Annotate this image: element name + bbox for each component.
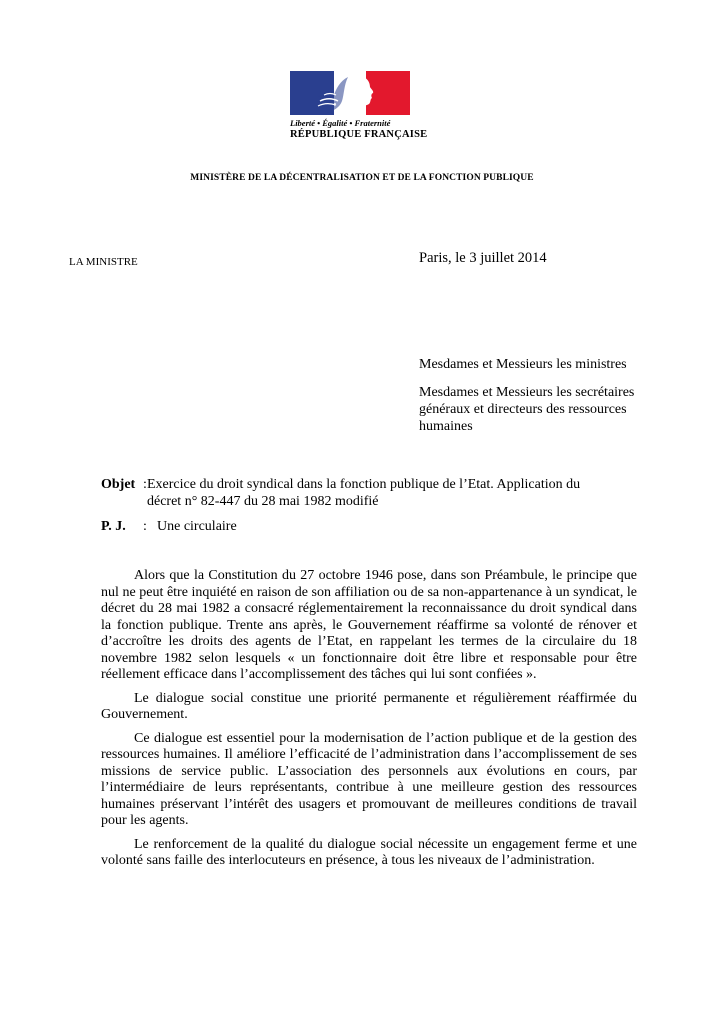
body-paragraph: Ce dialogue est essentiel pour la modernisation de l’action publique et de la gestion des ressources humaines. Il améliore l’efficacité de l’administration dans l’accomplissement de ses missions de service public. L’association des personnels aux évolutions en cours, par l’intermédiaire de leurs représentants, contribue à une meilleure gestion des ressources humaines préservant l’intérêt des usagers et promouvant de meilleures conditions de travail pour les agents.	[101, 730, 637, 828]
body-paragraph: Alors que la Constitution du 27 octobre 1946 pose, dans son Préambule, le principe que nul ne peut être inquiété en raison de son affiliation ou de sa non-appartenance à un syndicat, le décret du 28 mai 1982 a consacré réglementairement la reconnaissance du droit syndical dans la fonction publique. Trente ans après, le Gouvernement réaffirme sa volonté de rénover et d’accroître les droits des agents de l’Etat, en rappelant les termes de la circulaire du 18 novembre 1982 selon lesquels « un fonctionnaire doit être libre et responsable pour être réellement efficace dans l’accomplissement des tâches qui lui sont confiées ».	[101, 568, 637, 682]
subject-text: Exercice du droit syndical dans la fonction publique de l’Etat. Application du décret n° 82-447 du 28 mai 1982 modifié	[147, 477, 581, 509]
body-paragraph: Le dialogue social constitue une priorité permanente et régulièrement réaffirmée du Gouvernement.	[101, 690, 637, 722]
ministry-heading: MINISTÈRE DE LA DÉCENTRALISATION ET DE LA FONCTION PUBLIQUE	[190, 173, 534, 183]
attachment-text: Une circulaire	[157, 519, 237, 534]
marianne-flag-icon	[290, 71, 410, 115]
place-and-date: Paris, le 3 juillet 2014	[419, 250, 547, 266]
body-paragraph: Le renforcement de la qualité du dialogue social nécessite un engagement ferme et une volonté sans faille des interlocuteurs en présence, à tous les niveaux de l’administration.	[101, 836, 637, 868]
attachment-separator: :	[143, 519, 147, 534]
logo-republic-label: RÉPUBLIQUE FRANÇAISE	[290, 129, 428, 140]
attachment-label: P. J.	[101, 519, 126, 534]
recipient-line: Mesdames et Messieurs les secrétaires généraux et directeurs des ressources humaines	[419, 385, 635, 434]
republic-logo	[290, 71, 428, 140]
sender-title: LA MINISTRE	[69, 256, 138, 268]
subject-separator: :	[143, 477, 147, 492]
logo-motto: Liberté • Égalité • Fraternité	[290, 118, 391, 128]
subject-label: Objet	[101, 477, 136, 492]
recipient-line: Mesdames et Messieurs les ministres	[419, 357, 627, 372]
attachment-row	[101, 518, 237, 535]
letter-body	[101, 568, 637, 877]
